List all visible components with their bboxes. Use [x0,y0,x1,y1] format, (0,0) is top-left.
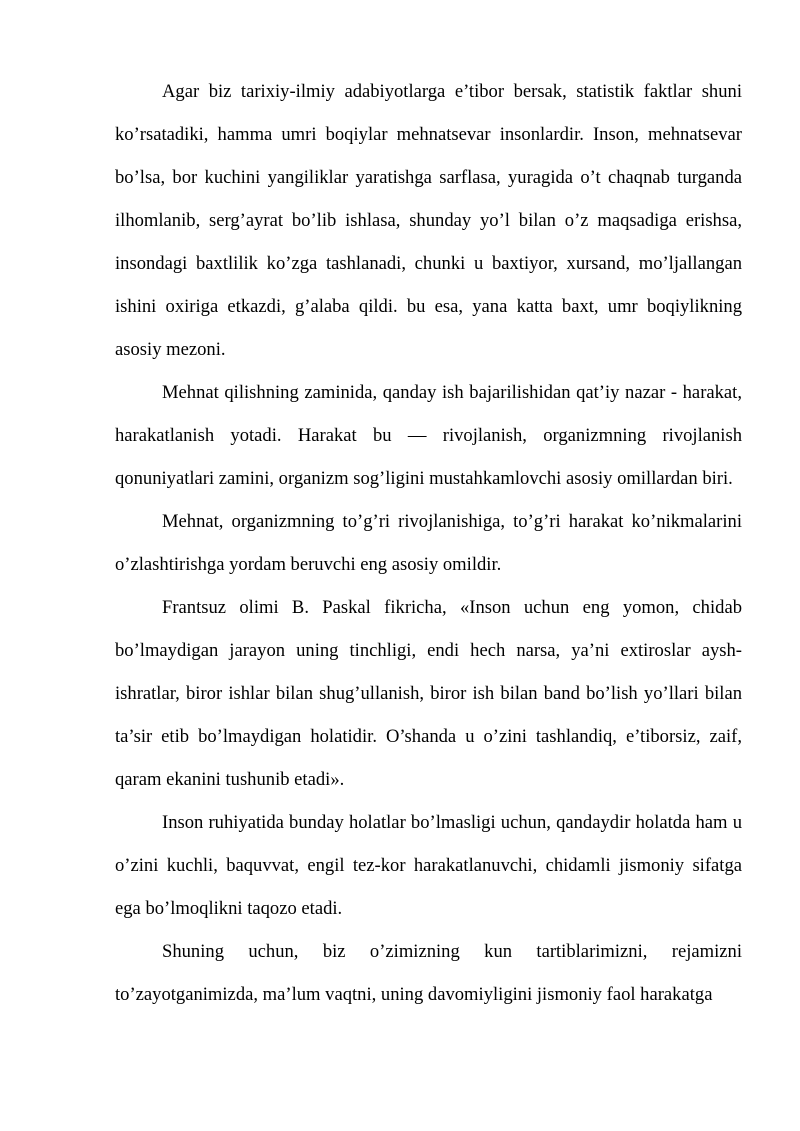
paragraph: Inson ruhiyatida bunday holatlar bo’lmasligi uchun, qandaydir holatda ham u o’zini kuchli, baquvvat, engil tez-kor harakatlanuvchi, chidamli jismoniy sifatga ega bo’lmoqlikni taqozo etadi. [115,812,742,919]
paragraph: Mehnat qilishning zaminida, qanday ish bajarilishidan qat’iy nazar - harakat, harakatlanish yotadi. Harakat bu — rivojlanish, organizmning rivojlanish qonuniyatlari zamini, organizm sog’ligini mustahkamlovchi asosiy omillardan biri. [115,382,742,489]
paragraph: Mehnat, organizmning to’g’ri rivojlanishiga, to’g’ri harakat ko’nikmalarini o’zlashtirishga yordam beruvchi eng asosiy omildir. [115,511,742,575]
document-page [115,70,742,1016]
paragraph: Shuning uchun, biz o’zimizning kun tartiblarimizni, rejamizni to’zayotganimizda, ma’lum vaqtni, uning davomiyligini jismoniy faol harakatga [115,941,742,1005]
paragraph: Frantsuz olimi B. Paskal fikricha, «Inson uchun eng yomon, chidab bo’lmaydigan jarayon uning tinchligi, endi hech narsa, ya’ni extiroslar aysh-ishratlar, biror ishlar bilan shug’ullanish, biror ish bilan band bo’lish yo’llari bilan ta’sir etib bo’lmaydigan holatidir. O’shanda u o’zini tashlandiq, e’tiborsiz, zaif, qaram ekanini tushunib etadi». [115,597,742,790]
paragraph: Agar biz tarixiy-ilmiy adabiyotlarga e’tibor bersak, statistik faktlar shuni ko’rsatadiki, hamma umri boqiylar mehnatsevar insonlardir. Inson, mehnatsevar bo’lsa, bor kuchini yangiliklar yaratishga sarflasa, yuragida o’t chaqnab turganda ilhomlanib, serg’ayrat bo’lib ishlasa, shunday yo’l bilan o’z maqsadiga erishsa, insondagi baxtlilik ko’zga tashlanadi, chunki u baxtiyor, xursand, mo’ljallangan ishini oxiriga etkazdi, g’alaba qildi. bu esa, yana katta baxt, umr boqiylikning asosiy mezoni. [115,81,742,360]
